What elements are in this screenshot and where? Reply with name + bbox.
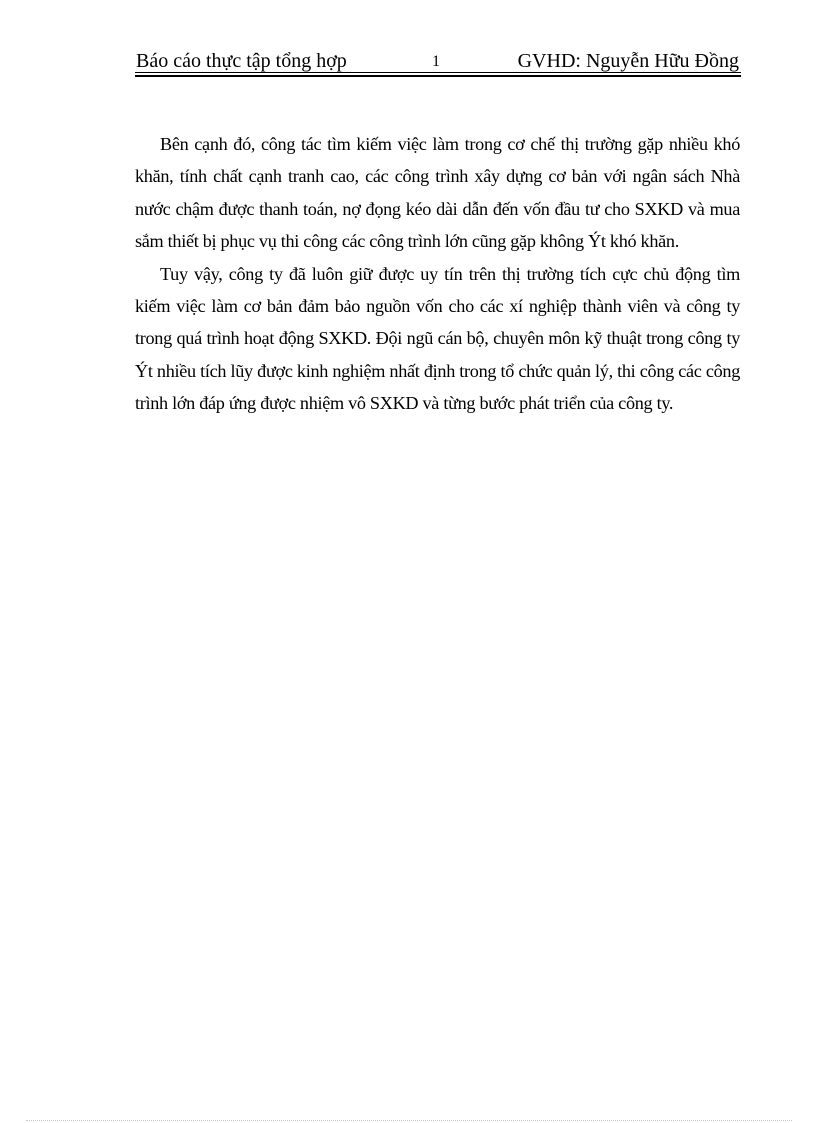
paragraph-2: Tuy vậy, công ty đã luôn giữ được uy tín trên thị trường tích cực chủ động tìm kiếm việc làm cơ bản đảm bảo nguồn vốn cho các xí nghiệp thành viên và công ty trong quá trình hoạt động SXKD. Đội ngũ cán bộ, chuyên môn kỹ thuật trong công ty Ýt nhiều tích lũy được kinh nghiệm nhất định trong tổ chức quản lý, thi công các công trình lớn đáp ứng được nhiệm vô SXKD và từng bước phát triển của công ty. bbox=[135, 263, 740, 414]
page-header bbox=[135, 47, 741, 75]
header-rule-thick bbox=[135, 75, 741, 77]
paragraph-1: Bên cạnh đó, công tác tìm kiếm việc làm trong cơ chế thị trường gặp nhiều khó khăn, tính chất cạnh tranh cao, các công trình xây dựng cơ bản với ngân sách Nhà nước chậm được thanh toán, nợ đọng kéo dài dẫn đến vốn đầu tư cho SXKD và mua sắm thiết bị phục vụ thi công các công trình lớn cũng gặp không Ýt khó khăn. bbox=[135, 134, 740, 252]
supervisor-name: GVHD: Nguyễn Hữu Đồng bbox=[517, 50, 739, 72]
header-rule-thin bbox=[135, 72, 741, 73]
page-number: 1 bbox=[432, 53, 440, 70]
page-bottom-border bbox=[26, 1120, 792, 1121]
body-text bbox=[135, 128, 740, 420]
report-title: Báo cáo thực tập tổng hợp bbox=[136, 50, 347, 72]
